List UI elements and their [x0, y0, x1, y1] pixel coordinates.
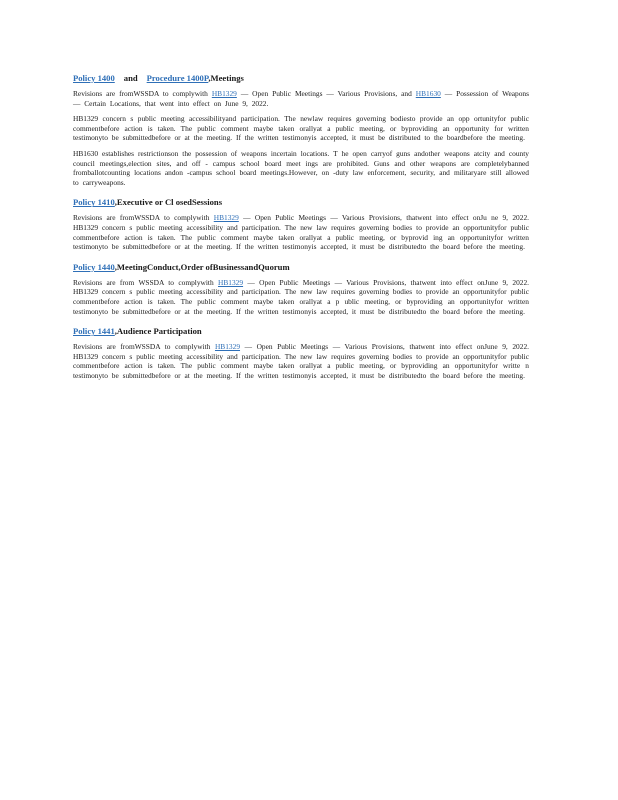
paragraph-text: — Possession of Weapons — Certain Locations, that went into effect on June 9, 2022. [73, 89, 529, 108]
section-title: ,Meetings [208, 73, 244, 83]
section-title: ,Audience Participation [114, 326, 202, 337]
paragraph [73, 213, 529, 251]
paragraph-text: Revisions are from WSSDA to complywith [73, 277, 219, 287]
heading-conjunction: and [123, 73, 138, 83]
section-policy-1440 [73, 261, 529, 316]
hb1329-link[interactable]: HB1329 [211, 89, 237, 98]
section-heading [73, 325, 529, 337]
hb1630-link[interactable]: HB1630 [415, 89, 441, 98]
policy-1441-link[interactable]: Policy 1441 [73, 326, 115, 337]
hb1329-link[interactable]: HB1329 [218, 277, 244, 287]
section-title: ,Executive or Cl osedSessions [114, 197, 223, 208]
policy-1410-link[interactable]: Policy 1410 [73, 197, 115, 208]
paragraph-text: — Open Public Meetings — Various Provisions, thatwent into effect onJu ne 9, 2022. HB1329 concern s public meeting accessibility and participation. The new law requires governing bodies to provide an opportunityfor public commentbefore action is taken. The public comment maybe taken orallyat a public meeting, or byprovid ing an opportunityfor written testimonyto be submittedbefore or at the meeting. If the written testimonyis accepted, it must be distributedto the board before the meeting. [73, 213, 529, 252]
section-policy-1410 [73, 196, 529, 251]
section-heading [73, 196, 529, 208]
policy-1440-link[interactable]: Policy 1440 [73, 261, 115, 272]
section-title: ,MeetingConduct,Order ofBusinessandQuorum [114, 261, 290, 272]
section-policy-1441 [73, 325, 529, 380]
policy-1400-link[interactable]: Policy 1400 [73, 73, 115, 83]
paragraph-text: Revisions are fromWSSDA to complywith [73, 342, 215, 352]
document-content [73, 72, 529, 389]
section-policy-1400 [73, 72, 529, 187]
paragraph-text: — Open Public Meetings — Various Provisions, thatwent into effect onJune 9, 2022. HB1329 concern s public meeting accessibility and participation. The new law requires governing bodies to provide an opportunityfor public commentbefore action is taken. The public comment maybe taken orallyat a public meeting, or byproviding an opportunityfor writte n testimonyto be submittedbefore or at the meeting. If the written testimonyis accepted, it must be distributedto the board before the meeting. [73, 342, 529, 380]
paragraph-text: Revisions are fromWSSDA to complywith [73, 89, 212, 98]
paragraph [73, 342, 529, 380]
paragraph-text: — Open Public Meetings — Various Provisions, and [236, 89, 416, 98]
section-heading [73, 72, 529, 84]
paragraph-text: Revisions are fromWSSDA to complywith [73, 213, 214, 223]
section-heading [73, 261, 529, 273]
procedure-1400p-link[interactable]: Procedure 1400P [146, 73, 209, 83]
hb1329-link[interactable]: HB1329 [213, 213, 239, 223]
paragraph-hb1329: HB1329 concern s public meeting accessibilityand participation. The newlaw requires governing bodiesto provide an opp ortunityfor public commentbefore action is taken. The public comment maybe taken orallyat a public meeting, or byproviding an opportunity for written testimonyto be submittedbefore or at the meeting. If the written testimonyis accepted, it must be distributed to the boardbefore the meeting. [73, 114, 529, 143]
paragraph [73, 89, 529, 108]
paragraph-hb1630: HB1630 establishes restrictionson the possession of weapons incertain locations. T he open carryof guns andother weapons atcity and county council meetings,election sites, and off - campus school board meet ings are prohibited. Guns and other weapons are completelybanned fromballotcounting locations andon -campus school board meetings.However, on -duty law enforcement, security, and militaryare still allowed to carryweapons. [73, 148, 529, 187]
paragraph [73, 278, 529, 316]
paragraph-text: — Open Public Meetings — Various Provisions, thatwent into effect onJune 9, 2022. HB1329 concern s public meeting accessibility and participation. The new law requires governing bodies to provide an opportunityfor public commentbefore action is taken. The public comment maybe taken orallyat a p ublic meeting, or byproviding an opportunityfor written testimonyto be submittedbefore or at the meeting. If the written testimonyis accepted, it must be distributedto the board before the meeting. [73, 277, 530, 316]
hb1329-link[interactable]: HB1329 [214, 342, 241, 352]
